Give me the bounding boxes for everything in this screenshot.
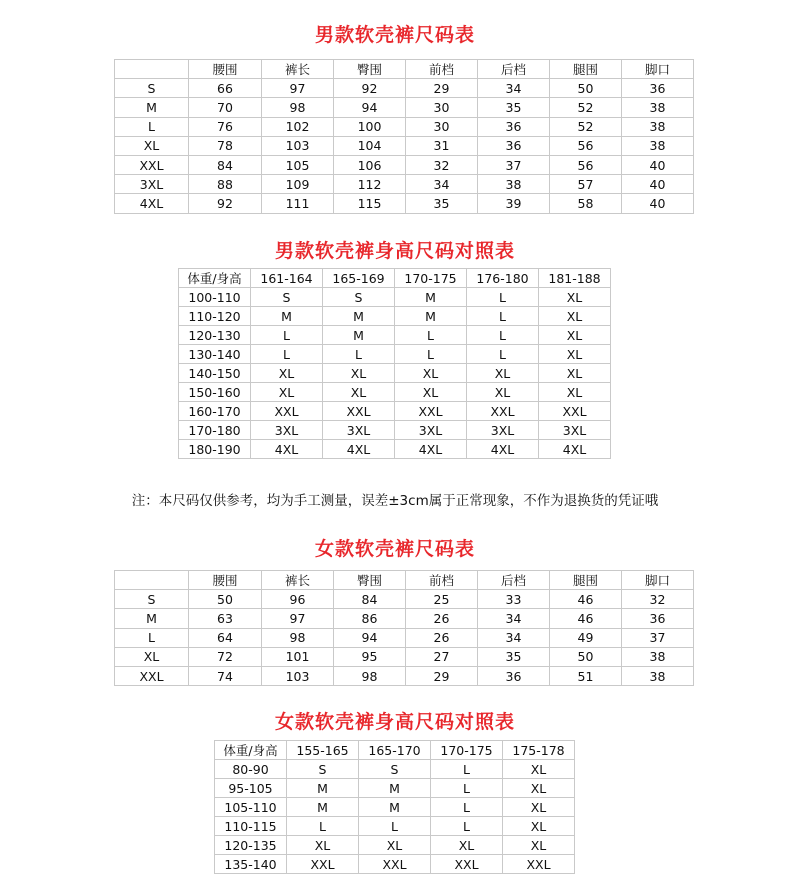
table-cell: L (115, 628, 189, 647)
table-cell: 39 (478, 194, 550, 213)
table-cell: XL (503, 760, 575, 779)
table-cell: 92 (189, 194, 262, 213)
table-cell: 86 (334, 609, 406, 628)
table-cell: 29 (406, 666, 478, 685)
table-cell: 170-175 (395, 269, 467, 288)
table-cell: 94 (334, 98, 406, 117)
table-cell: 34 (478, 79, 550, 98)
men-height-table (178, 268, 611, 459)
table-cell: L (467, 307, 539, 326)
table-cell: 140-150 (179, 364, 251, 383)
table-cell: 32 (622, 590, 694, 609)
table-cell: 76 (189, 117, 262, 136)
table-cell: M (359, 798, 431, 817)
table-cell: 50 (189, 590, 262, 609)
table-cell: 135-140 (215, 855, 287, 874)
table-cell: 120-130 (179, 326, 251, 345)
table-cell: 58 (550, 194, 622, 213)
table-cell: 38 (622, 117, 694, 136)
table-cell: 46 (550, 590, 622, 609)
table-cell: 110-120 (179, 307, 251, 326)
table-row (115, 647, 694, 666)
table-cell: L (359, 817, 431, 836)
table-cell: 111 (262, 194, 334, 213)
table-cell: 160-170 (179, 402, 251, 421)
table-cell: 34 (478, 609, 550, 628)
table-header-row (115, 60, 694, 79)
table-row (115, 117, 694, 136)
table-cell: 110-115 (215, 817, 287, 836)
table-cell: 109 (262, 175, 334, 194)
table-cell: 105 (262, 155, 334, 174)
table-cell: M (359, 779, 431, 798)
table-cell: M (395, 307, 467, 326)
table-cell: 88 (189, 175, 262, 194)
table-cell: XL (503, 836, 575, 855)
table-row (115, 194, 694, 213)
table-cell: 体重/身高 (215, 741, 287, 760)
table-cell: XXL (115, 155, 189, 174)
table-cell: 130-140 (179, 345, 251, 364)
table-row (115, 175, 694, 194)
table-cell: 4XL (115, 194, 189, 213)
table-cell: 30 (406, 98, 478, 117)
table-row (115, 666, 694, 685)
table-cell: XXL (359, 855, 431, 874)
table-cell: M (251, 307, 323, 326)
table-cell: XL (323, 364, 395, 383)
table-cell: S (251, 288, 323, 307)
table-cell: 170-175 (431, 741, 503, 760)
table-cell (115, 571, 189, 590)
table-cell: 100-110 (179, 288, 251, 307)
table-row (179, 402, 611, 421)
table-cell: M (115, 98, 189, 117)
table-cell: 84 (189, 155, 262, 174)
table-cell (115, 60, 189, 79)
table-cell: 105-110 (215, 798, 287, 817)
table-cell: 175-178 (503, 741, 575, 760)
table-cell: 38 (622, 98, 694, 117)
table-cell: XL (539, 288, 611, 307)
table-cell: 64 (189, 628, 262, 647)
table-row (115, 155, 694, 174)
table-cell: 46 (550, 609, 622, 628)
table-row (215, 855, 575, 874)
table-cell: 97 (262, 79, 334, 98)
table-cell: XL (539, 383, 611, 402)
table-row (115, 136, 694, 155)
table-cell: 74 (189, 666, 262, 685)
table-cell: 34 (478, 628, 550, 647)
table-cell: 57 (550, 175, 622, 194)
table-cell: 27 (406, 647, 478, 666)
table-cell: 63 (189, 609, 262, 628)
men-size-table (114, 59, 694, 214)
table-cell: 前档 (406, 571, 478, 590)
table-cell: 40 (622, 175, 694, 194)
table-cell: 112 (334, 175, 406, 194)
table-row (215, 779, 575, 798)
table-cell: 体重/身高 (179, 269, 251, 288)
table-row (179, 326, 611, 345)
table-cell: L (431, 817, 503, 836)
table-cell: 78 (189, 136, 262, 155)
table-cell: XXL (323, 402, 395, 421)
table-header-row (179, 269, 611, 288)
table-cell: L (431, 798, 503, 817)
table-cell: 脚口 (622, 60, 694, 79)
table-cell: 95 (334, 647, 406, 666)
table-cell: 84 (334, 590, 406, 609)
disclaimer-note: 注：本尺码仅供参考，均为手工测量，误差±3cm属于正常现象，不作为退换货的凭证哦 (131, 493, 659, 509)
table-cell: 26 (406, 609, 478, 628)
table-row (179, 288, 611, 307)
table-cell: XL (539, 307, 611, 326)
table-cell: 181-188 (539, 269, 611, 288)
table-cell: 36 (478, 136, 550, 155)
table-row (179, 307, 611, 326)
table-cell: 98 (262, 98, 334, 117)
table-cell: 3XL (539, 421, 611, 440)
table-cell: 31 (406, 136, 478, 155)
table-cell: 150-160 (179, 383, 251, 402)
table-cell: 52 (550, 117, 622, 136)
table-cell: XXL (115, 666, 189, 685)
table-cell: 106 (334, 155, 406, 174)
table-cell: 40 (622, 194, 694, 213)
table-cell: XXL (251, 402, 323, 421)
table-cell: 33 (478, 590, 550, 609)
table-cell: 臀围 (334, 571, 406, 590)
table-cell: 36 (478, 666, 550, 685)
table-cell: 98 (262, 628, 334, 647)
table-cell: 56 (550, 155, 622, 174)
table-cell: S (323, 288, 395, 307)
table-cell: L (323, 345, 395, 364)
table-header-row (215, 741, 575, 760)
table-cell: 72 (189, 647, 262, 666)
table-cell: 35 (406, 194, 478, 213)
table-cell: M (323, 326, 395, 345)
table-cell: XL (251, 383, 323, 402)
table-cell: 103 (262, 136, 334, 155)
table-cell: 后档 (478, 60, 550, 79)
table-cell: L (395, 326, 467, 345)
table-row (179, 383, 611, 402)
table-cell: XL (323, 383, 395, 402)
table-cell: XL (251, 364, 323, 383)
table-row (179, 345, 611, 364)
table-cell: S (115, 590, 189, 609)
table-cell: M (115, 609, 189, 628)
table-cell: 3XL (395, 421, 467, 440)
table-cell: 37 (622, 628, 694, 647)
table-cell: 95-105 (215, 779, 287, 798)
table-cell: 前档 (406, 60, 478, 79)
table-cell: XL (395, 364, 467, 383)
table-cell: 52 (550, 98, 622, 117)
table-row (115, 79, 694, 98)
table-row (179, 421, 611, 440)
table-cell: 96 (262, 590, 334, 609)
table-cell: 161-164 (251, 269, 323, 288)
table-cell: 165-169 (323, 269, 395, 288)
table-cell: S (287, 760, 359, 779)
table-cell: XXL (539, 402, 611, 421)
table-cell: L (251, 345, 323, 364)
table-cell: XL (287, 836, 359, 855)
table-cell: 30 (406, 117, 478, 136)
table-cell: XL (115, 136, 189, 155)
table-cell: XXL (431, 855, 503, 874)
table-cell: 裤长 (262, 60, 334, 79)
table-cell: 32 (406, 155, 478, 174)
table-cell: 4XL (323, 440, 395, 459)
table-cell: 4XL (539, 440, 611, 459)
table-cell: 3XL (323, 421, 395, 440)
table-cell: 176-180 (467, 269, 539, 288)
table-cell: 4XL (251, 440, 323, 459)
table-cell: 66 (189, 79, 262, 98)
table-row (215, 760, 575, 779)
table-cell: L (251, 326, 323, 345)
table-cell: 脚口 (622, 571, 694, 590)
table-cell: XL (467, 383, 539, 402)
table-cell: L (467, 288, 539, 307)
table-cell: 102 (262, 117, 334, 136)
table-cell: 腰围 (189, 60, 262, 79)
table-cell: 155-165 (287, 741, 359, 760)
table-cell: XL (115, 647, 189, 666)
table-cell: 50 (550, 647, 622, 666)
table-cell: L (467, 326, 539, 345)
table-cell: L (467, 345, 539, 364)
table-cell: 70 (189, 98, 262, 117)
table-cell: L (431, 760, 503, 779)
table-cell: 51 (550, 666, 622, 685)
table-cell: 165-170 (359, 741, 431, 760)
table-cell: 36 (478, 117, 550, 136)
table-cell: 56 (550, 136, 622, 155)
table-cell: 腿围 (550, 571, 622, 590)
women-height-chart-title: 女款软壳裤身高尺码对照表 (274, 711, 515, 733)
table-cell: 腿围 (550, 60, 622, 79)
table-cell: 35 (478, 647, 550, 666)
table-cell: 34 (406, 175, 478, 194)
table-cell: 180-190 (179, 440, 251, 459)
table-cell: 38 (478, 175, 550, 194)
table-cell: 后档 (478, 571, 550, 590)
table-row (215, 836, 575, 855)
table-cell: 80-90 (215, 760, 287, 779)
women-size-chart-title: 女款软壳裤尺码表 (314, 538, 475, 560)
table-cell: 98 (334, 666, 406, 685)
table-cell: XL (359, 836, 431, 855)
table-cell: XL (503, 779, 575, 798)
table-cell: 103 (262, 666, 334, 685)
table-cell: S (115, 79, 189, 98)
table-cell: 170-180 (179, 421, 251, 440)
table-row (179, 440, 611, 459)
table-cell: 97 (262, 609, 334, 628)
table-row (115, 609, 694, 628)
table-cell: 104 (334, 136, 406, 155)
table-cell: 92 (334, 79, 406, 98)
table-row (179, 364, 611, 383)
table-cell: 3XL (467, 421, 539, 440)
table-cell: 40 (622, 155, 694, 174)
table-header-row (115, 571, 694, 590)
table-cell: L (115, 117, 189, 136)
table-cell: M (395, 288, 467, 307)
table-cell: 38 (622, 136, 694, 155)
table-cell: 35 (478, 98, 550, 117)
table-cell: XXL (395, 402, 467, 421)
table-cell: S (359, 760, 431, 779)
table-cell: 37 (478, 155, 550, 174)
table-cell: 4XL (395, 440, 467, 459)
table-cell: L (287, 817, 359, 836)
table-cell: M (323, 307, 395, 326)
table-row (115, 590, 694, 609)
table-row (115, 628, 694, 647)
table-cell: 29 (406, 79, 478, 98)
table-cell: XL (467, 364, 539, 383)
table-row (215, 817, 575, 836)
men-size-chart-title: 男款软壳裤尺码表 (314, 24, 475, 46)
table-cell: XL (503, 798, 575, 817)
table-row (115, 98, 694, 117)
women-size-table (114, 570, 694, 686)
table-cell: L (395, 345, 467, 364)
table-cell: XL (431, 836, 503, 855)
table-cell: 腰围 (189, 571, 262, 590)
table-cell: 26 (406, 628, 478, 647)
table-cell: XL (539, 326, 611, 345)
table-cell: XL (503, 817, 575, 836)
table-cell: 94 (334, 628, 406, 647)
table-cell: 4XL (467, 440, 539, 459)
table-cell: 36 (622, 609, 694, 628)
men-height-chart-title: 男款软壳裤身高尺码对照表 (274, 240, 515, 262)
table-cell: 3XL (251, 421, 323, 440)
table-cell: 臀围 (334, 60, 406, 79)
table-cell: XL (395, 383, 467, 402)
table-cell: 115 (334, 194, 406, 213)
table-cell: 裤长 (262, 571, 334, 590)
table-cell: 3XL (115, 175, 189, 194)
table-cell: 50 (550, 79, 622, 98)
table-cell: 120-135 (215, 836, 287, 855)
table-cell: XXL (503, 855, 575, 874)
women-height-table (214, 740, 575, 874)
table-cell: 101 (262, 647, 334, 666)
table-cell: 100 (334, 117, 406, 136)
table-cell: M (287, 798, 359, 817)
table-row (215, 798, 575, 817)
table-cell: M (287, 779, 359, 798)
table-cell: 49 (550, 628, 622, 647)
table-cell: XXL (467, 402, 539, 421)
table-cell: 25 (406, 590, 478, 609)
table-cell: XL (539, 345, 611, 364)
table-cell: 36 (622, 79, 694, 98)
table-cell: 38 (622, 647, 694, 666)
table-cell: L (431, 779, 503, 798)
table-cell: XXL (287, 855, 359, 874)
table-cell: 38 (622, 666, 694, 685)
table-cell: XL (539, 364, 611, 383)
